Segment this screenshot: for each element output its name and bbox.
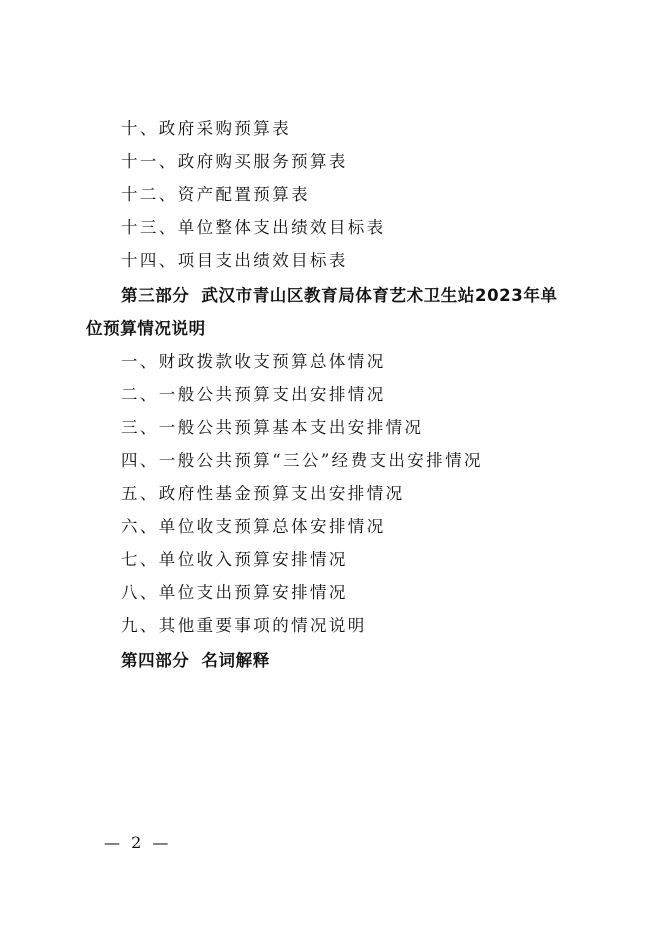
part4-title: 名词解释 [201,651,270,670]
toc-item: 七、单位收入预算安排情况 [121,550,348,569]
toc-item: 六、单位收支预算总体安排情况 [121,517,386,536]
toc-item: 十二、资产配置预算表 [121,185,310,204]
toc-item: 三、一般公共预算基本支出安排情况 [121,418,424,437]
toc-item: 十、政府采购预算表 [121,119,292,138]
toc-item: 一、财政拨款收支预算总体情况 [121,352,386,371]
toc-item: 五、政府性基金预算支出安排情况 [121,484,405,503]
part3-number: 第三部分 [121,286,190,305]
part3-heading [121,285,558,307]
part4-number: 第四部分 [121,651,190,670]
toc-item: 十一、政府购买服务预算表 [121,152,348,171]
toc-item: 十四、项目支出绩效目标表 [121,251,348,270]
part4-heading [121,650,270,672]
part3-title-continued: 位预算情况说明 [86,319,206,338]
part3-title: 武汉市青山区教育局体育艺术卫生站2023年单 [201,286,558,305]
page-number: — 2 — [104,833,172,852]
toc-item: 四、一般公共预算“三公”经费支出安排情况 [121,451,483,470]
toc-item: 九、其他重要事项的情况说明 [121,616,367,635]
toc-item: 十三、单位整体支出绩效目标表 [121,218,386,237]
toc-item: 二、一般公共预算支出安排情况 [121,385,386,404]
toc-item: 八、单位支出预算安排情况 [121,583,348,602]
